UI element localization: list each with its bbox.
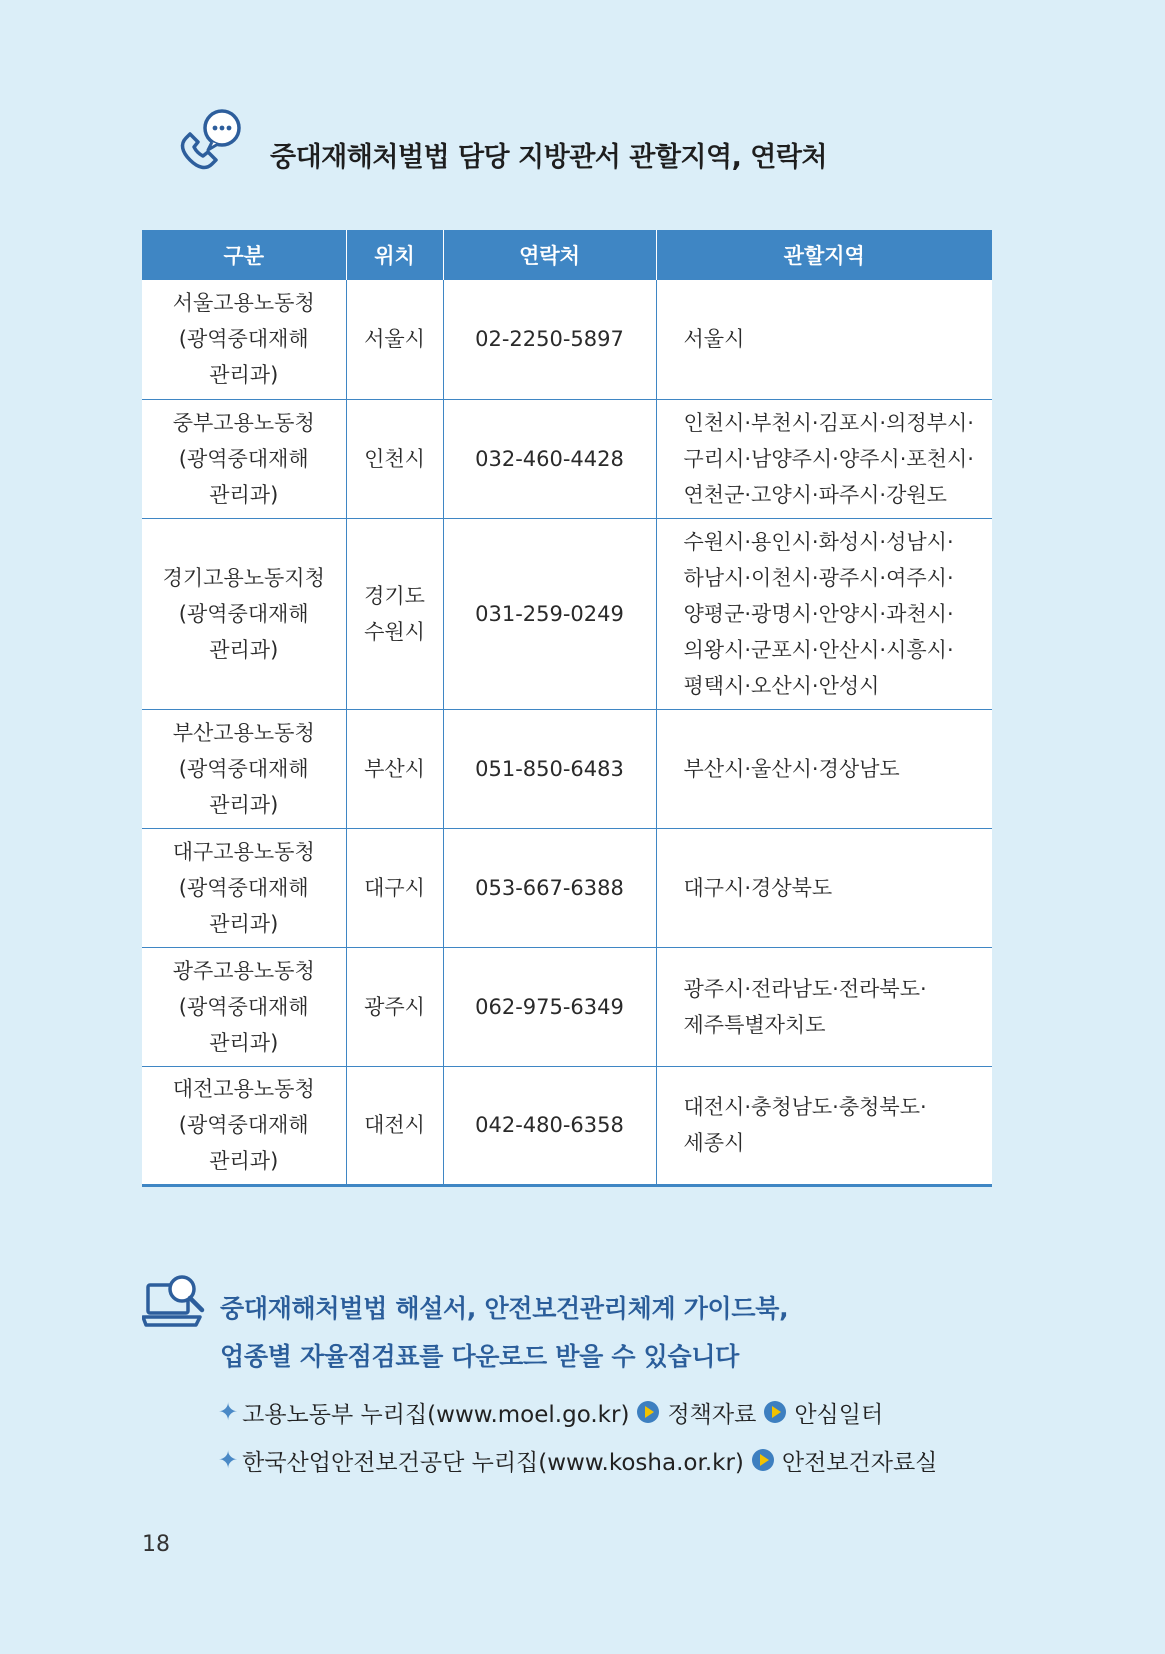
- jurisdiction-cell-line: 수원시·용인시·화성시·성남시·: [683, 529, 954, 554]
- office-name-cell-line: 경기고용노동지청: [162, 565, 325, 590]
- location-cell: [346, 947, 443, 1066]
- laptop-search-icon: [142, 1275, 208, 1331]
- office-name-cell-line: (광역중대재해: [178, 446, 309, 471]
- jurisdiction-cell: [656, 280, 992, 399]
- location-cell-line: 서울시: [364, 327, 425, 352]
- download-links: [218, 1388, 937, 1484]
- office-name-cell: [142, 399, 346, 518]
- office-name-cell-line: 관리과): [209, 1149, 279, 1173]
- office-name-cell-line: 부산고용노동청: [172, 720, 315, 745]
- office-name-cell-line: (광역중대재해: [178, 1113, 309, 1137]
- jurisdiction-cell-line: 연천군·고양시·파주시·강원도: [683, 482, 947, 507]
- download-line-1: 중대재해처벌법 해설서, 안전보건관리체계 가이드북,: [220, 1294, 789, 1323]
- link-step[interactable]: 안전보건자료실: [781, 1449, 938, 1476]
- office-name-cell-line: (광역중대재해: [178, 994, 309, 1019]
- jurisdiction-cell-line: 부산시·울산시·경상남도: [683, 756, 900, 781]
- office-name-cell-line: (광역중대재해: [178, 327, 309, 352]
- table-row: [142, 399, 992, 518]
- header-contact: 연락처: [443, 230, 656, 280]
- jurisdiction-cell-line: 세종시: [683, 1131, 745, 1155]
- office-name-cell-line: 대전고용노동청: [172, 1077, 315, 1101]
- office-name-cell-line: 광주고용노동청: [172, 958, 315, 983]
- table-row: [142, 1066, 992, 1185]
- table-row: [142, 518, 992, 709]
- jurisdiction-cell: [656, 709, 992, 828]
- phone-cell: 062-975-6349: [443, 947, 656, 1066]
- office-name-cell: [142, 1066, 346, 1185]
- office-name-cell-line: 중부고용노동청: [172, 410, 315, 435]
- jurisdiction-cell-line: 제주특별자치도: [683, 1012, 826, 1037]
- jurisdiction-cell-line: 구리시·남양주시·양주시·포천시·: [683, 446, 974, 471]
- header-jurisdiction: 관할지역: [656, 230, 992, 280]
- office-name-cell-line: 대구고용노동청: [172, 839, 315, 864]
- header-category: 구분: [142, 230, 346, 280]
- table-row: [142, 709, 992, 828]
- phone-cell: 02-2250-5897: [443, 280, 656, 399]
- location-cell-line: 경기도: [364, 583, 425, 608]
- location-cell: [346, 1066, 443, 1185]
- jurisdiction-cell: [656, 1066, 992, 1185]
- jurisdiction-cell: [656, 828, 992, 947]
- jurisdiction-cell-line: 서울시: [683, 327, 745, 352]
- location-cell: [346, 280, 443, 399]
- location-cell-line: 대구시: [364, 875, 425, 900]
- location-cell: [346, 828, 443, 947]
- location-cell-line: 광주시: [364, 994, 425, 1019]
- phone-cell: 051-850-6483: [443, 709, 656, 828]
- link-row-moel: [218, 1388, 937, 1436]
- jurisdiction-cell-line: 대구시·경상북도: [683, 875, 833, 900]
- office-name-cell: [142, 518, 346, 709]
- page-title: 중대재해처벌법 담당 지방관서 관할지역, 연락처: [270, 141, 827, 173]
- office-name-cell: [142, 709, 346, 828]
- phone-cell: 031-259-0249: [443, 518, 656, 709]
- link-kosha[interactable]: 한국산업안전보건공단 누리집(www.kosha.or.kr): [242, 1449, 744, 1476]
- office-name-cell-line: 관리과): [209, 637, 279, 662]
- jurisdiction-cell-line: 의왕시·군포시·안산시·시흥시·: [683, 637, 954, 662]
- header-location: 위치: [346, 230, 443, 280]
- office-name-cell: [142, 947, 346, 1066]
- location-cell: [346, 518, 443, 709]
- title-row: [172, 108, 827, 178]
- jurisdiction-cell-line: 대전시·충청남도·충청북도·: [683, 1095, 927, 1119]
- jurisdiction-cell-line: 양평군·광명시·안양시·과천시·: [683, 601, 954, 626]
- location-cell-line: 수원시: [364, 619, 425, 644]
- office-name-cell-line: 관리과): [209, 363, 279, 388]
- download-text: [220, 1285, 1020, 1381]
- office-name-cell-line: 서울고용노동청: [172, 291, 315, 316]
- jurisdiction-cell: [656, 518, 992, 709]
- link-row-kosha: [218, 1436, 937, 1484]
- office-name-cell-line: (광역중대재해: [178, 875, 309, 900]
- location-cell-line: 부산시: [364, 756, 425, 781]
- jurisdiction-cell-line: 평택시·오산시·안성시: [683, 673, 880, 698]
- jurisdiction-cell: [656, 399, 992, 518]
- star-bullet-icon: ✦: [218, 1446, 239, 1474]
- phone-cell: 042-480-6358: [443, 1066, 656, 1185]
- table-row: [142, 828, 992, 947]
- office-name-cell-line: (광역중대재해: [178, 601, 309, 626]
- table-row: [142, 947, 992, 1066]
- phone-chat-icon: [172, 108, 244, 178]
- play-arrow-icon: [764, 1401, 786, 1423]
- phone-cell: 032-460-4428: [443, 399, 656, 518]
- link-step[interactable]: 안심일터: [794, 1401, 884, 1428]
- office-name-cell-line: (광역중대재해: [178, 756, 309, 781]
- download-line-2: 업종별 자율점검표를 다운로드 받을 수 있습니다: [220, 1342, 740, 1371]
- contacts-table: [142, 230, 992, 1187]
- location-cell: [346, 399, 443, 518]
- jurisdiction-cell: [656, 947, 992, 1066]
- office-name-cell-line: 관리과): [209, 482, 279, 507]
- jurisdiction-cell-line: 하남시·이천시·광주시·여주시·: [683, 565, 954, 590]
- office-name-cell: [142, 280, 346, 399]
- play-arrow-icon: [637, 1401, 659, 1423]
- page-number: 18: [142, 1532, 170, 1557]
- location-cell-line: 인천시: [364, 446, 425, 471]
- office-name-cell-line: 관리과): [209, 1030, 279, 1055]
- office-name-cell: [142, 828, 346, 947]
- jurisdiction-cell-line: 인천시·부천시·김포시·의정부시·: [683, 410, 974, 435]
- star-bullet-icon: ✦: [218, 1398, 239, 1426]
- table-header-row: [142, 230, 992, 280]
- location-cell: [346, 709, 443, 828]
- play-arrow-icon: [752, 1449, 774, 1471]
- office-name-cell-line: 관리과): [209, 911, 279, 936]
- office-name-cell-line: 관리과): [209, 792, 279, 817]
- table-row: [142, 280, 992, 399]
- link-step[interactable]: 정책자료: [667, 1401, 757, 1428]
- link-moel[interactable]: 고용노동부 누리집(www.moel.go.kr): [242, 1401, 630, 1428]
- location-cell-line: 대전시: [364, 1113, 425, 1137]
- jurisdiction-cell-line: 광주시·전라남도·전라북도·: [683, 976, 927, 1001]
- phone-cell: 053-667-6388: [443, 828, 656, 947]
